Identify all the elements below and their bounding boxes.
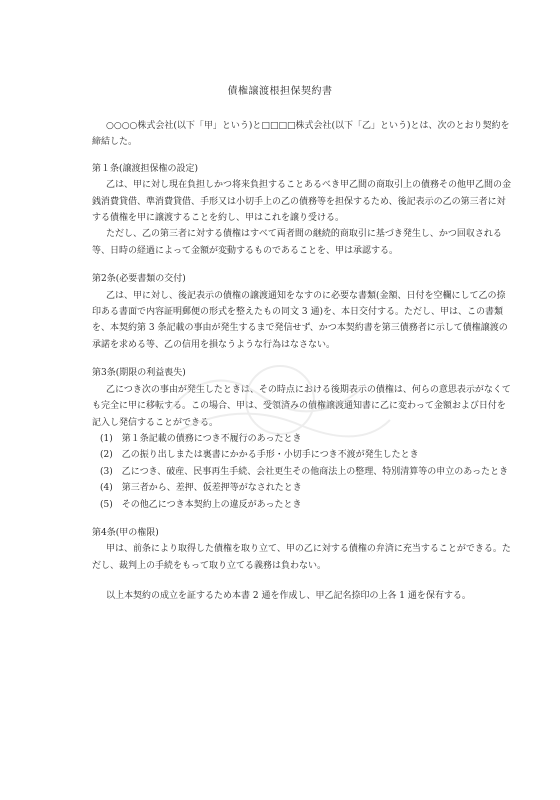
article-paragraph: 乙は、甲に対し現在負担しかつ将来負担することあるべき甲乙間の商取引上の債務その他甲乙間の金銭消費貸借、準消費貸借、手形又は小切手上の乙の債務等を担保するため、後記表示の乙の第三者に対する債権を甲に譲渡することを約し、甲はこれを譲り受ける。	[92, 180, 512, 224]
condition-list	[92, 431, 512, 513]
list-item: (4) 第三者から、差押、仮差押等がなされたとき	[100, 483, 302, 494]
document-body	[92, 118, 512, 605]
closing-paragraph: 以上本契約の成立を証するため本書 2 通を作成し、甲乙記名捺印の上各 1 通を保有する。	[106, 591, 471, 602]
article-heading: 第3条(期限の利益喪失)	[92, 368, 186, 379]
article-heading: 第１条(譲渡担保権の設定)	[92, 163, 199, 174]
list-item: (3) 乙につき、破産、民事再生手続、会社更生その他商法上の整理、特別清算等の申立のあったとき	[100, 466, 509, 477]
article-heading: 第4条(甲の権限)	[92, 527, 159, 538]
intro-paragraph: ○○○○株式会社(以下「甲」という)と□□□□株式会社(以下「乙」という)とは、次のとおり契約を締結した。	[92, 121, 510, 148]
document-title: 債権譲渡根担保契約書	[227, 86, 333, 97]
list-item: (2) 乙の振り出しまたは裏書にかかる手形・小切手につき不渡が発生したとき	[100, 450, 419, 461]
article-paragraph: 甲は、前条により取得した債権を取り立て、甲の乙に対する債権の弁済に充当することができる。ただし、裁判上の手続をもって取り立てる義務は負わない。	[92, 544, 511, 571]
list-item: (5) その他乙につき本契約上の違反があったとき	[100, 499, 302, 510]
article-4	[92, 525, 512, 574]
article-3	[92, 365, 512, 513]
article-1	[92, 161, 512, 259]
article-paragraph: 乙につき次の事由が発生したときは、その時点における後期表示の債権は、何らの意思表示がなくても完全に甲に移転する。この場合、甲は、受領済みの債権譲渡通知書に乙に変わって金額および日付を記入し発信することができる。	[92, 384, 511, 428]
article-heading: 第2条(必要書類の交付)	[92, 274, 186, 285]
article-paragraph: 乙は、甲に対し、後記表示の債権の譲渡通知をなすのに必要な書類(金額、日付を空欄にして乙の捺印ある書面で内容証明郵便の形式を整えたもの同文 3 通)を、本日交付する。ただし、甲は、この書類を、本契約第 3 条記載の事由が発生するまで発信せず、かつ本契約書を第三債務者に示して債権譲渡の承諾を求める等、乙の信用を損なうような行為はなさない。	[92, 290, 508, 350]
article-2	[92, 271, 512, 353]
list-item: (1) 第１条記載の債務につき不履行のあったとき	[100, 433, 302, 444]
article-paragraph: ただし、乙の第三者に対する債権はすべて両者間の継続的商取引に基づき発生し、かつ回収される等、日時の経過によって金額が変動するものであることを、甲は承認する。	[92, 229, 502, 256]
